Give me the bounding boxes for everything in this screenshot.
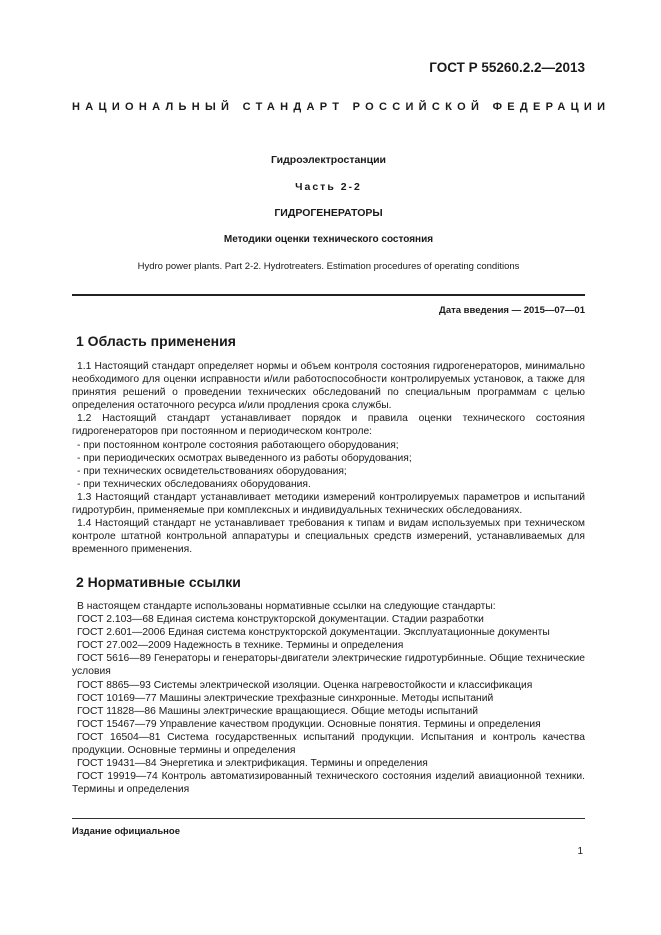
reference-item: ГОСТ 2.601—2006 Единая система конструкторской документации. Эксплуатационные документы [77,627,550,639]
edition-label: Издание официальное [72,826,180,837]
reference-item: ГОСТ 27.002—2009 Надежность в технике. Термины и определения [77,640,404,652]
effective-date: Дата введения — 2015—07—01 [439,305,585,316]
footer-divider [72,818,585,819]
paragraph: 1.3 Настоящий стандарт устанавливает методики измерений контролируемых параметров и испытаний гидротурбин, применяемые при комплексных и индивидуальных технических обследованиях. [72,491,585,517]
part-label: Часть 2-2 [295,181,362,193]
national-standard-banner: НАЦИОНАЛЬНЫЙ СТАНДАРТ РОССИЙСКОЙ ФЕДЕРАЦИИ [72,101,611,113]
reference-item: ГОСТ 5616—89 Генераторы и генераторы-двигатели электрические гидротурбинные. Общие технические условия [72,653,585,678]
list-item: - при технических освидетельствованиях оборудования; [77,465,347,477]
english-title: Hydro power plants. Part 2-2. Hydrotreaters. Estimation procedures of operating conditions [137,261,520,272]
document-title: ГИДРОГЕНЕРАТОРЫ [274,207,383,219]
list-item: - при постоянном контроле состояния работающего оборудования; [77,439,399,451]
standard-number: ГОСТ Р 55260.2.2—2013 [429,60,585,75]
divider [72,294,585,296]
reference-item: ГОСТ 2.103—68 Единая система конструкторской документации. Стадии разработки [77,614,484,626]
reference-item: ГОСТ 19431—84 Энергетика и электрификация. Термины и определения [77,758,428,770]
document-subtitle: Методики оценки технического состояния [223,234,434,245]
section-heading: 2 Нормативные ссылки [76,574,241,590]
list-item: - при технических обследованиях оборудования. [77,478,311,490]
title-line: Гидроэлектростанции [270,154,387,166]
paragraph: 1.1 Настоящий стандарт определяет нормы и объем контроля состояния гидрогенераторов, минимально необходимого для оценки исправности и/или работоспособности контролируемых установок, а также для принятия решений о проведении технических обследований по специальным программам с целью определения остаточного ресурса и/или продления срока службы. [72,361,585,412]
reference-item: ГОСТ 10169—77 Машины электрические трехфазные синхронные. Методы испытаний [77,692,494,704]
section-1-body [72,360,585,556]
paragraph: 1.2 Настоящий стандарт устанавливает порядок и правила оценки технического состояния гидрогенераторов при постоянном и периодическом контроле: [72,413,585,438]
reference-item: ГОСТ 8865—93 Системы электрической изоляции. Оценка нагревостойкости и классификация [77,679,533,691]
paragraph: В настоящем стандарте использованы нормативные ссылки на следующие стандарты: [77,601,496,612]
reference-item: ГОСТ 19919—74 Контроль автоматизированный технического состояния изделий авиационной техники. Термины и определения [72,771,585,796]
reference-item: ГОСТ 15467—79 Управление качеством продукции. Основные понятия. Термины и определения [77,718,541,730]
section-2-body [72,600,585,796]
page-number: 1 [577,846,583,857]
section-heading: 1 Область применения [76,333,236,349]
paragraph: 1.4 Настоящий стандарт не устанавливает требования к типам и видам используемых при техническом контроле штатной контрольной аппаратуры и специальных средств измерений, устанавливаемых для временного применения. [72,518,585,556]
list-item: - при периодических осмотрах выведенного из работы оборудования; [77,452,412,464]
reference-item: ГОСТ 11828—86 Машины электрические вращающиеся. Общие методы испытаний [77,705,478,717]
reference-item: ГОСТ 16504—81 Система государственных испытаний продукции. Испытания и контроль качества продукции. Основные термины и определения [72,731,585,757]
